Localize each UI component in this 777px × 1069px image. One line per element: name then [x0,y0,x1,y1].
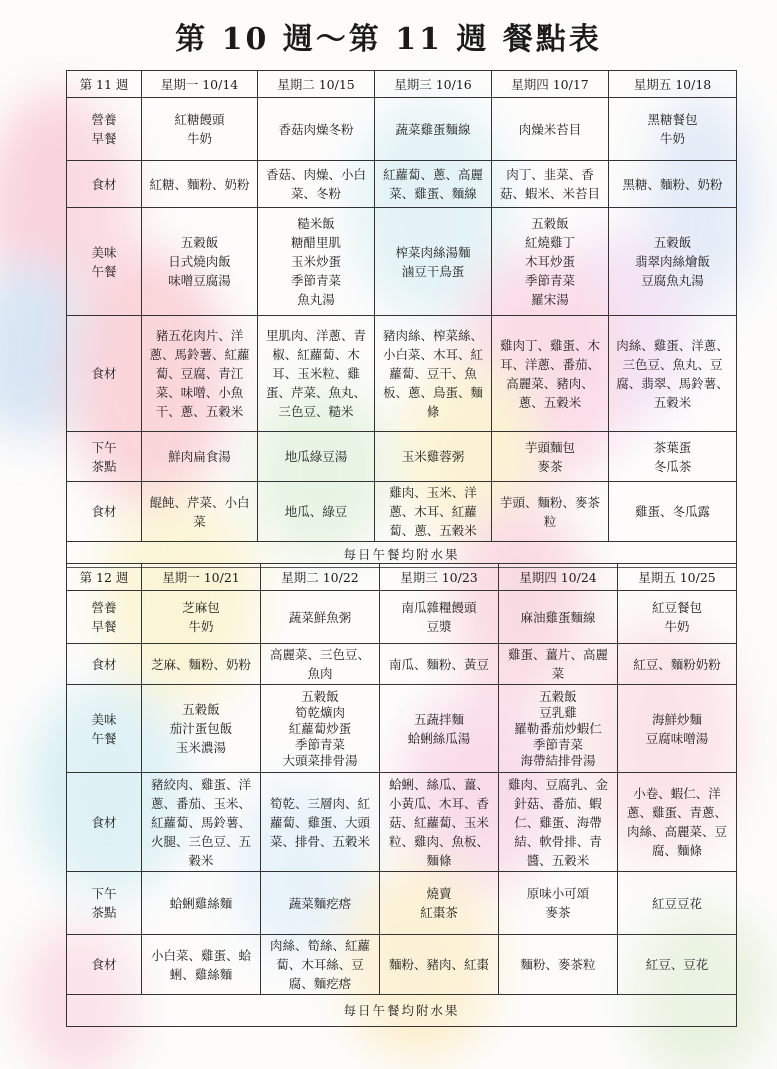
ingredients-cell: 紅豆、麵粉奶粉 [618,644,737,685]
row-label-ingredients: 食材 [67,161,142,208]
lunch-cell: 五穀飯 豆乳雞 羅勒番茄炒蝦仁 季節青菜 海帶結排骨湯 [499,685,618,773]
ingredients-cell: 黑糖、麵粉、奶粉 [609,161,737,208]
ingredients-cell: 麵粉、麥茶粒 [499,935,618,995]
breakfast-cell: 南瓜雜糧饅頭 豆漿 [380,591,499,644]
ingredients-cell: 雞肉、玉米、洋蔥、木耳、紅蘿蔔、蔥、五穀米 [375,482,492,542]
lunch-cell: 五蔬拌麵 蛤蜊絲瓜湯 [380,685,499,773]
snack-cell: 茶葉蛋 冬瓜茶 [609,432,737,482]
snack-cell: 蛤蜊雞絲麵 [142,872,261,935]
row-label-ingredients: 食材 [67,644,142,685]
lunch-cell: 五穀飯 翡翠肉絲燴飯 豆腐魚丸湯 [609,208,737,316]
menu-table-week-12 [66,563,737,1027]
snack-cell: 蔬菜麵疙瘩 [261,872,380,935]
day-header-mon: 星期一 10/14 [142,71,258,98]
ingredients-cell: 豬絞肉、雞蛋、洋蔥、番茄、玉米、紅蘿蔔、馬鈴薯、火腿、三色豆、五穀米 [142,773,261,872]
breakfast-cell: 紅糖饅頭 牛奶 [142,98,258,161]
lunch-cell: 糙米飯 糖醋里肌 玉米炒蛋 季節青菜 魚丸湯 [258,208,375,316]
row-label-lunch: 美味 午餐 [67,208,142,316]
ingredients-cell: 紅豆、豆花 [618,935,737,995]
ingredients-cell: 紅蘿蔔、蔥、高麗菜、雞蛋、麵線 [375,161,492,208]
snack-cell: 地瓜綠豆湯 [258,432,375,482]
day-header-fri: 星期五 10/18 [609,71,737,98]
ingredients-cell: 雞蛋、冬瓜露 [609,482,737,542]
ingredients-cell: 肉絲、筍絲、紅蘿蔔、木耳絲、豆腐、麵疙瘩 [261,935,380,995]
fruit-note: 每日午餐均附水果 [67,995,737,1027]
snack-cell: 紅豆豆花 [618,872,737,935]
snack-cell: 鮮肉扁食湯 [142,432,258,482]
page-title: 第 10 週～第 11 週 餐點表 [175,22,602,57]
snack-cell: 燒賣 紅棗茶 [380,872,499,935]
week-label: 第 11 週 [67,71,142,98]
lunch-cell: 五穀飯 紅燒雞丁 木耳炒蛋 季節青菜 羅宋湯 [492,208,609,316]
lunch-cell: 海鮮炒麵 豆腐味噌湯 [618,685,737,773]
day-header-tue: 星期二 10/15 [258,71,375,98]
ingredients-cell: 南瓜、麵粉、黃豆 [380,644,499,685]
ingredients-cell: 麵粉、豬肉、紅棗 [380,935,499,995]
day-header-wed: 星期三 10/16 [375,71,492,98]
row-label-ingredients: 食材 [67,935,142,995]
ingredients-cell: 豬肉絲、榨菜絲、小白菜、木耳、紅蘿蔔、豆干、魚板、蔥、鳥蛋、麵條 [375,316,492,432]
menu-table-week-11 [66,70,737,568]
ingredients-cell: 小卷、蝦仁、洋蔥、雞蛋、青蔥、肉絲、高麗菜、豆腐、麵條 [618,773,737,872]
row-label-ingredients: 食材 [67,482,142,542]
row-label-lunch: 美味 午餐 [67,685,142,773]
breakfast-cell: 紅豆餐包 牛奶 [618,591,737,644]
day-header-mon: 星期一 10/21 [142,564,261,591]
snack-cell: 芋頭麵包 麥茶 [492,432,609,482]
ingredients-cell: 芝麻、麵粉、奶粉 [142,644,261,685]
row-label-ingredients: 食材 [67,316,142,432]
row-label-snack: 下午 茶點 [67,872,142,935]
ingredients-cell: 高麗菜、三色豆、魚肉 [261,644,380,685]
ingredients-cell: 地瓜、綠豆 [258,482,375,542]
week-label: 第 12 週 [67,564,142,591]
ingredients-cell: 蛤蜊、絲瓜、薑、小黃瓜、木耳、香菇、紅蘿蔔、玉米粒、雞肉、魚板、麵條 [380,773,499,872]
snack-cell: 玉米雞蓉粥 [375,432,492,482]
ingredients-cell: 豬五花肉片、洋蔥、馬鈴薯、紅蘿蔔、豆腐、青江菜、味噌、小魚干、蔥、五穀米 [142,316,258,432]
ingredients-cell: 肉丁、韭菜、香菇、蝦米、米苔目 [492,161,609,208]
ingredients-cell: 雞肉丁、雞蛋、木耳、洋蔥、番茄、高麗菜、豬肉、蔥、五穀米 [492,316,609,432]
ingredients-cell: 香菇、肉燥、小白菜、冬粉 [258,161,375,208]
breakfast-cell: 黑糖餐包 牛奶 [609,98,737,161]
lunch-cell: 五穀飯 茄汁蛋包飯 玉米濃湯 [142,685,261,773]
ingredients-cell: 雞肉、豆腐乳、金針菇、番茄、蝦仁、雞蛋、海帶結、軟骨排、青醬、五穀米 [499,773,618,872]
breakfast-cell: 蔬菜鮮魚粥 [261,591,380,644]
breakfast-cell: 芝麻包 牛奶 [142,591,261,644]
lunch-cell: 榨菜肉絲湯麵 滷豆干鳥蛋 [375,208,492,316]
lunch-cell: 五穀飯 筍乾爌肉 紅蘿蔔炒蛋 季節青菜 大頭菜排骨湯 [261,685,380,773]
breakfast-cell: 香菇肉燥冬粉 [258,98,375,161]
ingredients-cell: 里肌肉、洋蔥、青椒、紅蘿蔔、木耳、玉米粒、雞蛋、芹菜、魚丸、三色豆、糙米 [258,316,375,432]
day-header-thu: 星期四 10/17 [492,71,609,98]
lunch-cell: 五穀飯 日式燒肉飯 味噌豆腐湯 [142,208,258,316]
row-label-snack: 下午 茶點 [67,432,142,482]
ingredients-cell: 紅糖、麵粉、奶粉 [142,161,258,208]
ingredients-cell: 筍乾、三層肉、紅蘿蔔、雞蛋、大頭菜、排骨、五穀米 [261,773,380,872]
ingredients-cell: 雞蛋、薑片、高麗菜 [499,644,618,685]
ingredients-cell: 小白菜、雞蛋、蛤蜊、雞絲麵 [142,935,261,995]
row-label-breakfast: 營養 早餐 [67,591,142,644]
day-header-fri: 星期五 10/25 [618,564,737,591]
breakfast-cell: 肉燥米苔目 [492,98,609,161]
ingredients-cell: 芋頭、麵粉、麥茶粒 [492,482,609,542]
row-label-ingredients: 食材 [67,773,142,872]
day-header-thu: 星期四 10/24 [499,564,618,591]
ingredients-cell: 肉絲、雞蛋、洋蔥、三色豆、魚丸、豆腐、翡翠、馬鈴薯、五穀米 [609,316,737,432]
ingredients-cell: 餛飩、芹菜、小白菜 [142,482,258,542]
breakfast-cell: 麻油雞蛋麵線 [499,591,618,644]
row-label-breakfast: 營養 早餐 [67,98,142,161]
day-header-wed: 星期三 10/23 [380,564,499,591]
breakfast-cell: 蔬菜雞蛋麵線 [375,98,492,161]
fruit-note: 每日午餐均附水果 [67,542,737,568]
snack-cell: 原味小可頌 麥茶 [499,872,618,935]
day-header-tue: 星期二 10/22 [261,564,380,591]
